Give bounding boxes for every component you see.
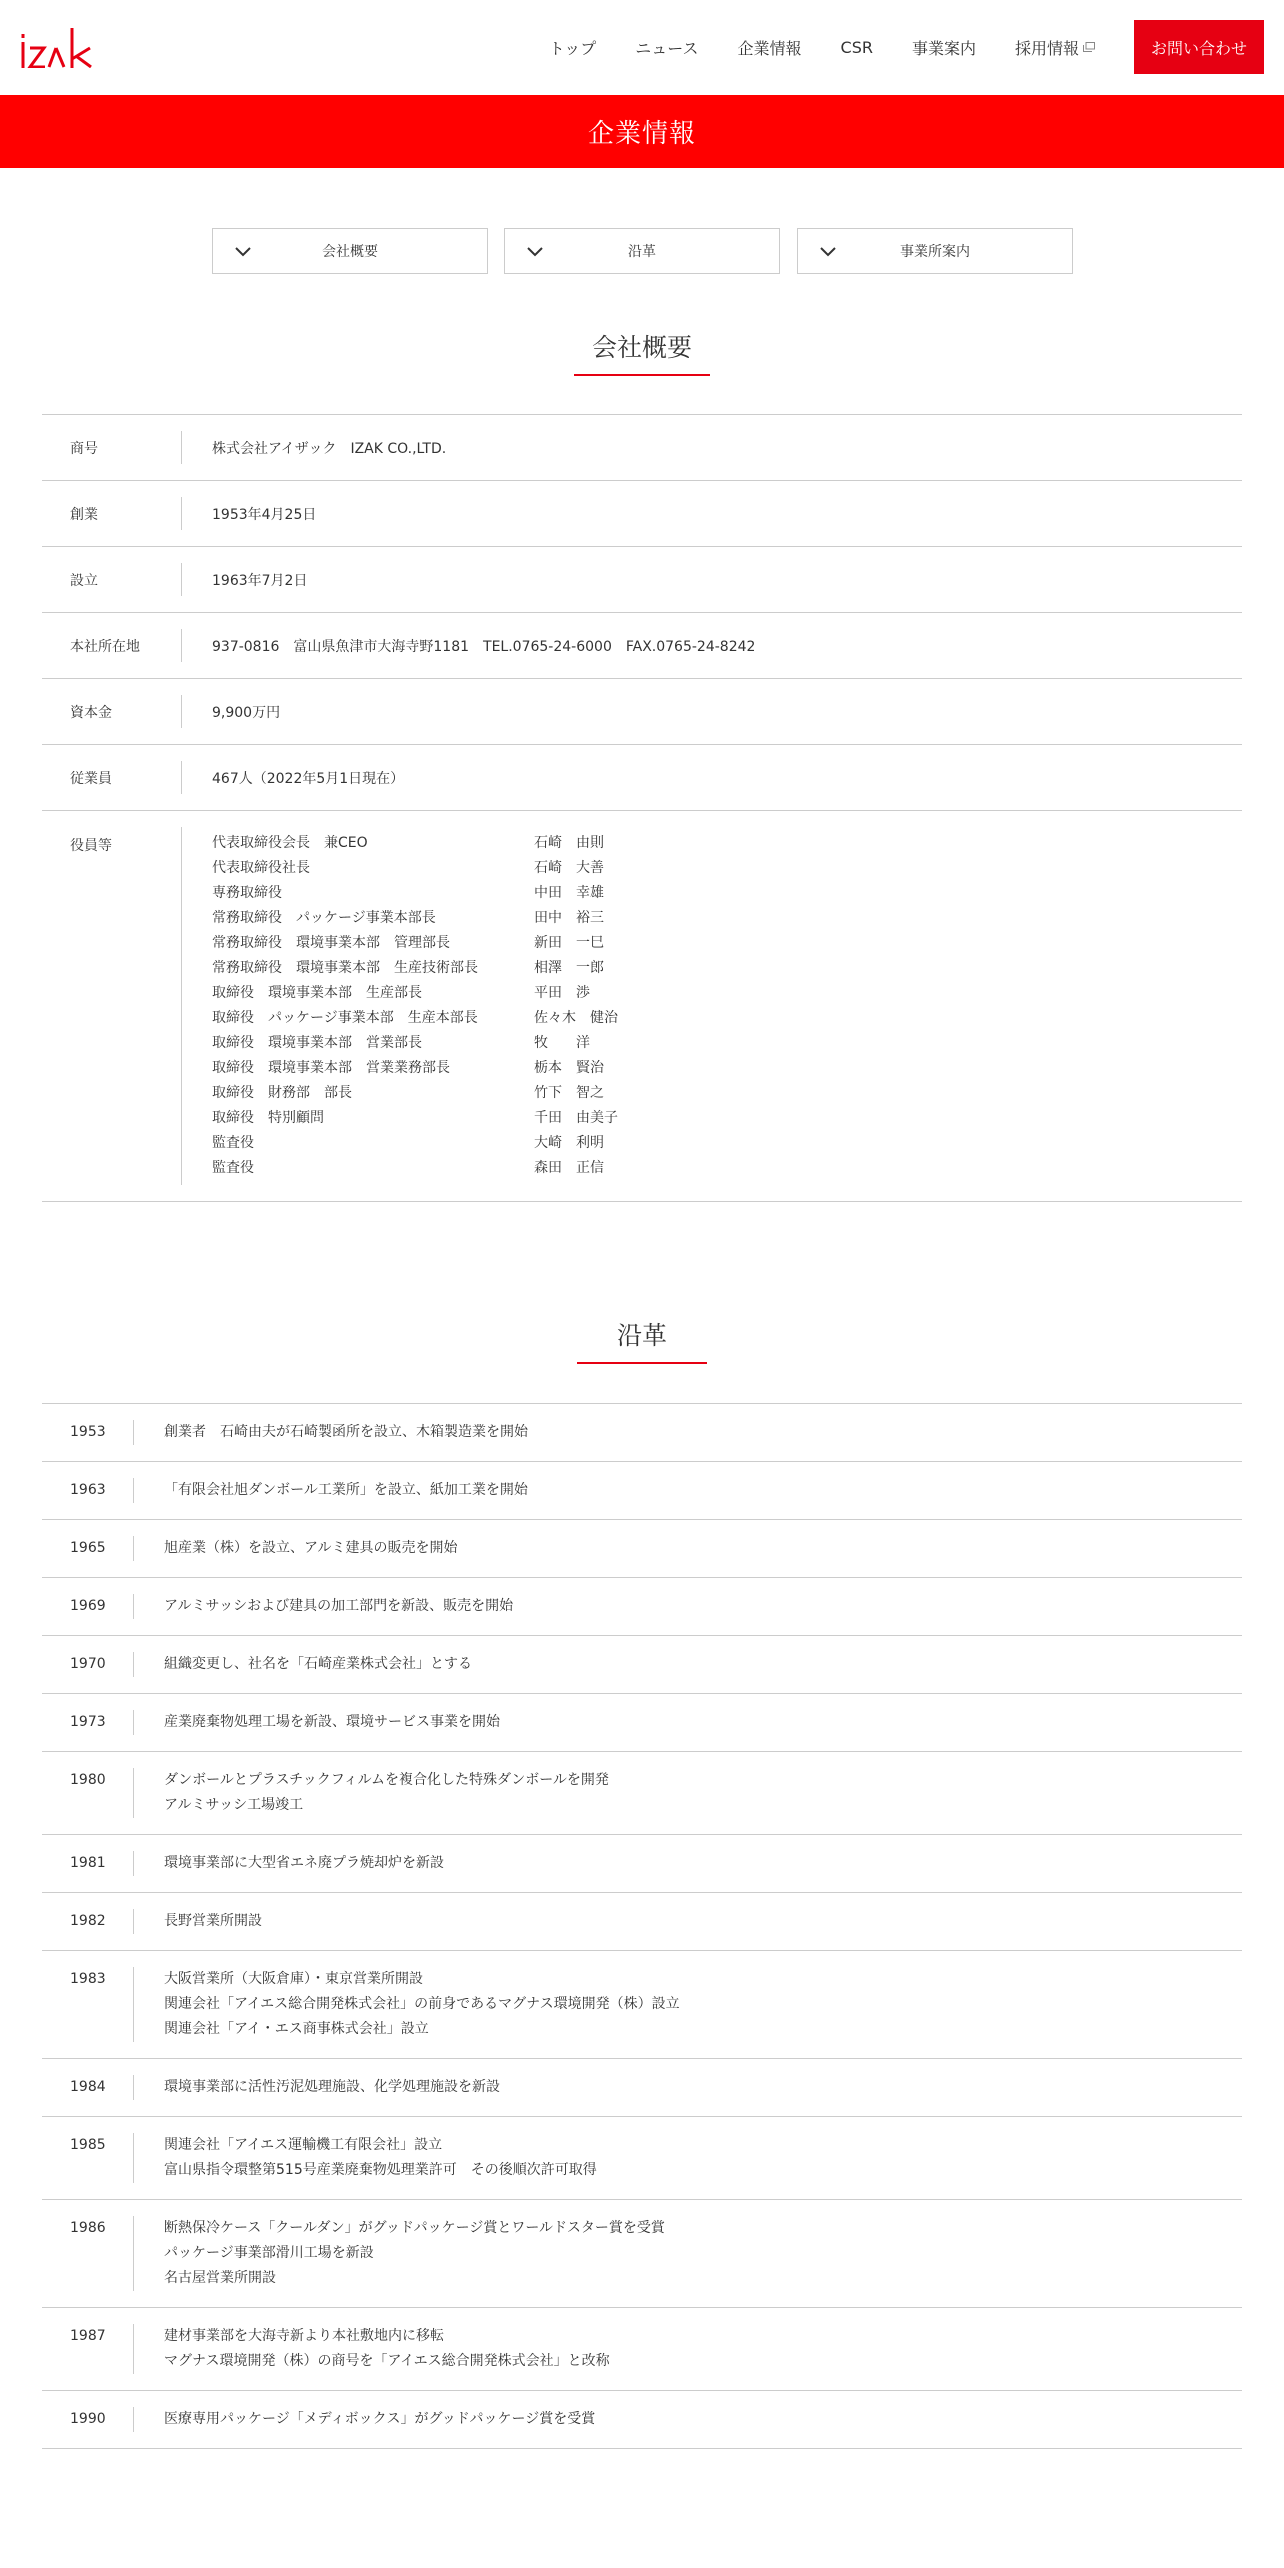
officer-name: 大崎 利明 [534, 1135, 604, 1151]
company-overview-table [42, 414, 1242, 1202]
history-year: 1953 [42, 1420, 134, 1445]
officer-row [212, 856, 618, 881]
table-row [42, 415, 1242, 481]
history-event: 関連会社「アイエス運輸機工有限会社」設立 [164, 2137, 443, 2153]
table-row-officers [42, 811, 1242, 1202]
table-row [42, 2200, 1242, 2308]
history-events [134, 1768, 609, 1818]
row-label: 本社所在地 [42, 629, 182, 662]
row-label: 役員等 [42, 827, 182, 1185]
history-event: 環境事業部に大型省エネ廃プラ焼却炉を新設 [164, 1855, 444, 1871]
history-events [134, 2407, 595, 2432]
officer-row [212, 1006, 618, 1031]
history-event: 大阪営業所（大阪倉庫）・東京営業所開設 [164, 1971, 423, 1987]
history-events [134, 2324, 610, 2374]
officer-row [212, 1156, 618, 1181]
row-value: 937-0816 富山県魚津市大海寺野1181 TEL.0765-24-6000 FAX.0765-24-8242 [212, 638, 756, 655]
history-event: 長野営業所開設 [164, 1913, 262, 1929]
history-events [134, 2133, 597, 2183]
history-year: 1983 [42, 1967, 134, 2042]
officer-name: 田中 裕三 [534, 910, 604, 926]
history-events [134, 1710, 500, 1735]
history-events [134, 1652, 472, 1677]
officer-name: 千田 由美子 [534, 1110, 618, 1126]
anchor-history-button[interactable] [504, 228, 780, 274]
table-row [42, 1951, 1242, 2059]
history-events [134, 1594, 513, 1619]
row-value: 9,900万円 [212, 704, 281, 721]
anchor-overview-button[interactable] [212, 228, 488, 274]
officer-row [212, 831, 618, 856]
officer-role: 取締役 パッケージ事業本部 生産本部長 [212, 1010, 478, 1026]
history-events [134, 1967, 680, 2042]
history-events [134, 1420, 528, 1445]
officer-role: 取締役 環境事業本部 生産部長 [212, 985, 422, 1001]
table-row [42, 481, 1242, 547]
officer-name: 石崎 由則 [534, 835, 604, 851]
table-row [42, 2391, 1242, 2449]
nav-recruit-label: 採用情報 [1014, 38, 1079, 58]
officer-role: 取締役 環境事業本部 営業部長 [212, 1035, 422, 1051]
external-link-icon [1083, 42, 1095, 52]
officer-row [212, 1131, 618, 1156]
officer-name: 平田 渉 [534, 985, 590, 1001]
officer-role: 常務取締役 パッケージ事業本部長 [212, 910, 436, 926]
officer-role: 取締役 環境事業本部 営業業務部長 [212, 1060, 450, 1076]
history-events [134, 1851, 444, 1876]
anchor-nav [0, 168, 1284, 346]
nav-company-label: 企業情報 [737, 38, 802, 58]
table-row [42, 1893, 1242, 1951]
history-events [134, 1478, 528, 1503]
row-label: 従業員 [42, 761, 182, 794]
nav-company[interactable] [738, 36, 802, 59]
history-event: マグナス環境開発（株）の商号を「アイエス総合開発株式会社」と改称 [164, 2353, 610, 2369]
officer-role: 常務取締役 環境事業本部 生産技術部長 [212, 960, 478, 976]
table-row [42, 1835, 1242, 1893]
table-row [42, 679, 1242, 745]
nav-top-label: トップ [548, 38, 597, 58]
table-row [42, 1752, 1242, 1835]
officer-row [212, 981, 618, 1006]
history-events [134, 1909, 262, 1934]
overview-heading-wrap [0, 328, 1284, 376]
history-event: 旭産業（株）を設立、アルミ建具の販売を開始 [164, 1540, 458, 1556]
table-row [42, 1636, 1242, 1694]
history-year: 1963 [42, 1478, 134, 1503]
history-year: 1984 [42, 2075, 134, 2100]
history-event: 名古屋営業所開設 [164, 2270, 276, 2286]
officer-role: 専務取締役 [212, 885, 282, 901]
table-row [42, 745, 1242, 811]
history-event: 医療専用パッケージ「メディボックス」がグッドパッケージ賞を受賞 [164, 2411, 596, 2427]
officer-name: 森田 正信 [534, 1160, 604, 1176]
history-event: 環境事業部に活性汚泥処理施設、化学処理施設を新設 [164, 2079, 500, 2095]
history-year: 1987 [42, 2324, 134, 2374]
table-row [42, 2117, 1242, 2200]
officer-row [212, 1056, 618, 1081]
history-year: 1985 [42, 2133, 134, 2183]
izak-logo[interactable] [20, 26, 92, 68]
row-value: 467人（2022年5月1日現在） [212, 770, 405, 787]
history-event: 断熱保冷ケース「クールダン」がグッドパッケージ賞とワールドスター賞を受賞 [164, 2220, 665, 2236]
history-event: 創業者 石崎由夫が石崎製函所を設立、木箱製造業を開始 [164, 1424, 528, 1440]
table-row [42, 1694, 1242, 1752]
history-year: 1986 [42, 2216, 134, 2291]
overview-title: 会社概要 [574, 328, 710, 376]
chevron-down-icon [235, 243, 251, 255]
table-row [42, 1404, 1242, 1462]
history-event: 「有限会社旭ダンボール工業所」を設立、紙加工業を開始 [164, 1482, 528, 1498]
officer-name: 佐々木 健治 [534, 1010, 618, 1026]
officer-name: 竹下 智之 [534, 1085, 604, 1101]
officer-role: 代表取締役社長 [212, 860, 310, 876]
nav-recruit[interactable] [1015, 36, 1095, 59]
row-value: 1963年7月2日 [212, 572, 308, 589]
officer-role: 取締役 財務部 部長 [212, 1085, 352, 1101]
nav-news-label: ニュース [635, 38, 699, 58]
nav-top[interactable] [549, 36, 597, 59]
nav-csr-label: CSR [840, 37, 873, 57]
officer-row [212, 1081, 618, 1106]
officer-role: 取締役 特別顧問 [212, 1110, 324, 1126]
page-title: 企業情報 [587, 119, 696, 149]
nav-csr[interactable] [841, 38, 873, 57]
row-label: 創業 [42, 497, 182, 530]
history-year: 1965 [42, 1536, 134, 1561]
row-label: 資本金 [42, 695, 182, 728]
officer-row [212, 1106, 618, 1131]
officer-name: 牧 洋 [534, 1035, 590, 1051]
chevron-down-icon [820, 243, 836, 255]
history-events [134, 1536, 457, 1561]
nav-business[interactable] [912, 36, 976, 59]
history-event: アルミサッシおよび建具の加工部門を新設、販売を開始 [164, 1598, 514, 1614]
table-row [42, 2308, 1242, 2391]
history-event: パッケージ事業部滑川工場を新設 [164, 2245, 374, 2261]
anchor-offices-button[interactable] [797, 228, 1073, 274]
officer-role: 代表取締役会長 兼CEO [212, 835, 368, 851]
contact-button[interactable]: お問い合わせ [1134, 20, 1264, 74]
officer-name: 相澤 一郎 [534, 960, 604, 976]
history-year: 1970 [42, 1652, 134, 1677]
history-heading-wrap [0, 1316, 1284, 1364]
history-event: 建材事業部を大海寺新より本社敷地内に移転 [164, 2328, 444, 2344]
nav-news[interactable] [635, 36, 698, 59]
officers-list [182, 827, 618, 1185]
history-event: 関連会社「アイ・エス商事株式会社」設立 [164, 2021, 429, 2037]
row-label: 設立 [42, 563, 182, 596]
table-row [42, 547, 1242, 613]
history-year: 1981 [42, 1851, 134, 1876]
history-year: 1973 [42, 1710, 134, 1735]
table-row [42, 2059, 1242, 2117]
officer-name: 石崎 大善 [534, 860, 604, 876]
officer-name: 中田 幸雄 [534, 885, 604, 901]
officer-row [212, 881, 618, 906]
history-event: 富山県指令環整第515号産業廃棄物処理業許可 その後順次許可取得 [164, 2162, 597, 2178]
row-value: 1953年4月25日 [212, 506, 317, 523]
history-year: 1990 [42, 2407, 134, 2432]
table-row [42, 1520, 1242, 1578]
anchor-history-label: 沿革 [628, 244, 656, 260]
row-label: 商号 [42, 431, 182, 464]
table-row [42, 1578, 1242, 1636]
table-row [42, 613, 1242, 679]
history-events [134, 2216, 665, 2291]
anchor-offices-label: 事業所案内 [900, 244, 970, 260]
officer-role: 監査役 [212, 1135, 254, 1151]
history-event: 関連会社「アイエス総合開発株式会社」の前身であるマグナス環境開発（株）設立 [164, 1996, 680, 2012]
history-title: 沿革 [577, 1316, 707, 1364]
officer-name: 栃本 賢治 [534, 1060, 604, 1076]
chevron-down-icon [527, 243, 543, 255]
officer-row [212, 906, 618, 931]
history-event: 産業廃棄物処理工場を新設、環境サービス事業を開始 [164, 1714, 500, 1730]
history-year: 1969 [42, 1594, 134, 1619]
history-year: 1982 [42, 1909, 134, 1934]
global-nav [549, 20, 1264, 74]
history-table [42, 1403, 1242, 2449]
history-event: アルミサッシ工場竣工 [164, 1797, 304, 1813]
officer-row [212, 1031, 618, 1056]
officer-row [212, 956, 618, 981]
officer-role: 常務取締役 環境事業本部 管理部長 [212, 935, 450, 951]
history-events [134, 2075, 500, 2100]
officer-role: 監査役 [212, 1160, 254, 1176]
site-header [0, 0, 1284, 95]
table-row [42, 1462, 1242, 1520]
anchor-overview-label: 会社概要 [322, 244, 378, 260]
history-event: 組織変更し、社名を「石崎産業株式会社」とする [164, 1656, 472, 1672]
history-year: 1980 [42, 1768, 134, 1818]
history-event: ダンボールとプラスチックフィルムを複合化した特殊ダンボールを開発 [164, 1772, 609, 1788]
officer-row [212, 931, 618, 956]
page-banner [0, 95, 1284, 168]
nav-business-label: 事業案内 [911, 38, 976, 58]
row-value: 株式会社アイザック IZAK CO.,LTD. [212, 440, 447, 457]
officer-name: 新田 一巳 [534, 935, 604, 951]
